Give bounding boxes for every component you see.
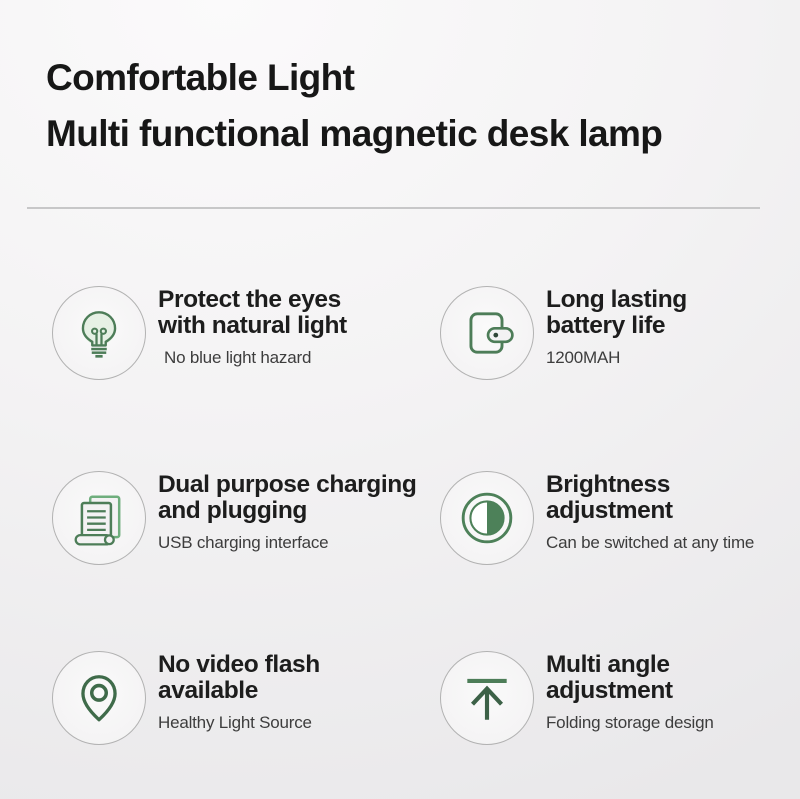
feature-title-line: adjustment [546, 497, 673, 524]
feature-title-line: available [158, 677, 258, 704]
feature-title-line: Multi angle [546, 651, 670, 678]
feature-subtitle: No blue light hazard [164, 348, 312, 367]
feature-text [158, 471, 416, 553]
feature-brightness [440, 471, 754, 565]
feature-no-flash [52, 651, 320, 745]
feature-subtitle: Healthy Light Source [158, 713, 312, 732]
feature-multi-angle [440, 651, 714, 745]
battery-icon [440, 286, 534, 380]
feature-title-line: adjustment [546, 677, 673, 704]
feature-title-line: with natural light [158, 312, 347, 339]
feature-title-line: No video flash [158, 651, 320, 678]
feature-title-line: Long lasting [546, 286, 687, 313]
divider-line [27, 207, 760, 209]
brightness-icon [440, 471, 534, 565]
feature-text [546, 471, 754, 553]
page-title-line-1: Comfortable Light [46, 57, 355, 98]
lightbulb-icon [52, 286, 146, 380]
feature-text [158, 651, 320, 733]
feature-subtitle: 1200MAH [546, 348, 621, 367]
arrow-up-to-bar-icon [440, 651, 534, 745]
feature-title-line: battery life [546, 312, 666, 339]
feature-dual-charging [52, 471, 416, 565]
feature-protect-eyes [52, 286, 347, 380]
feature-title-line: Protect the eyes [158, 286, 341, 313]
feature-text [546, 651, 714, 733]
page-title-line-2: Multi functional magnetic desk lamp [46, 113, 663, 154]
page-title [46, 50, 662, 162]
feature-title-line: and plugging [158, 497, 307, 524]
feature-title-line: Brightness [546, 471, 670, 498]
feature-text [158, 286, 347, 368]
documents-icon [52, 471, 146, 565]
feature-subtitle: Folding storage design [546, 713, 714, 732]
location-pin-icon [52, 651, 146, 745]
feature-subtitle: USB charging interface [158, 533, 329, 552]
feature-title-line: Dual purpose charging [158, 471, 417, 498]
feature-battery-life [440, 286, 687, 380]
feature-text [546, 286, 687, 368]
feature-subtitle: Can be switched at any time [546, 533, 755, 552]
